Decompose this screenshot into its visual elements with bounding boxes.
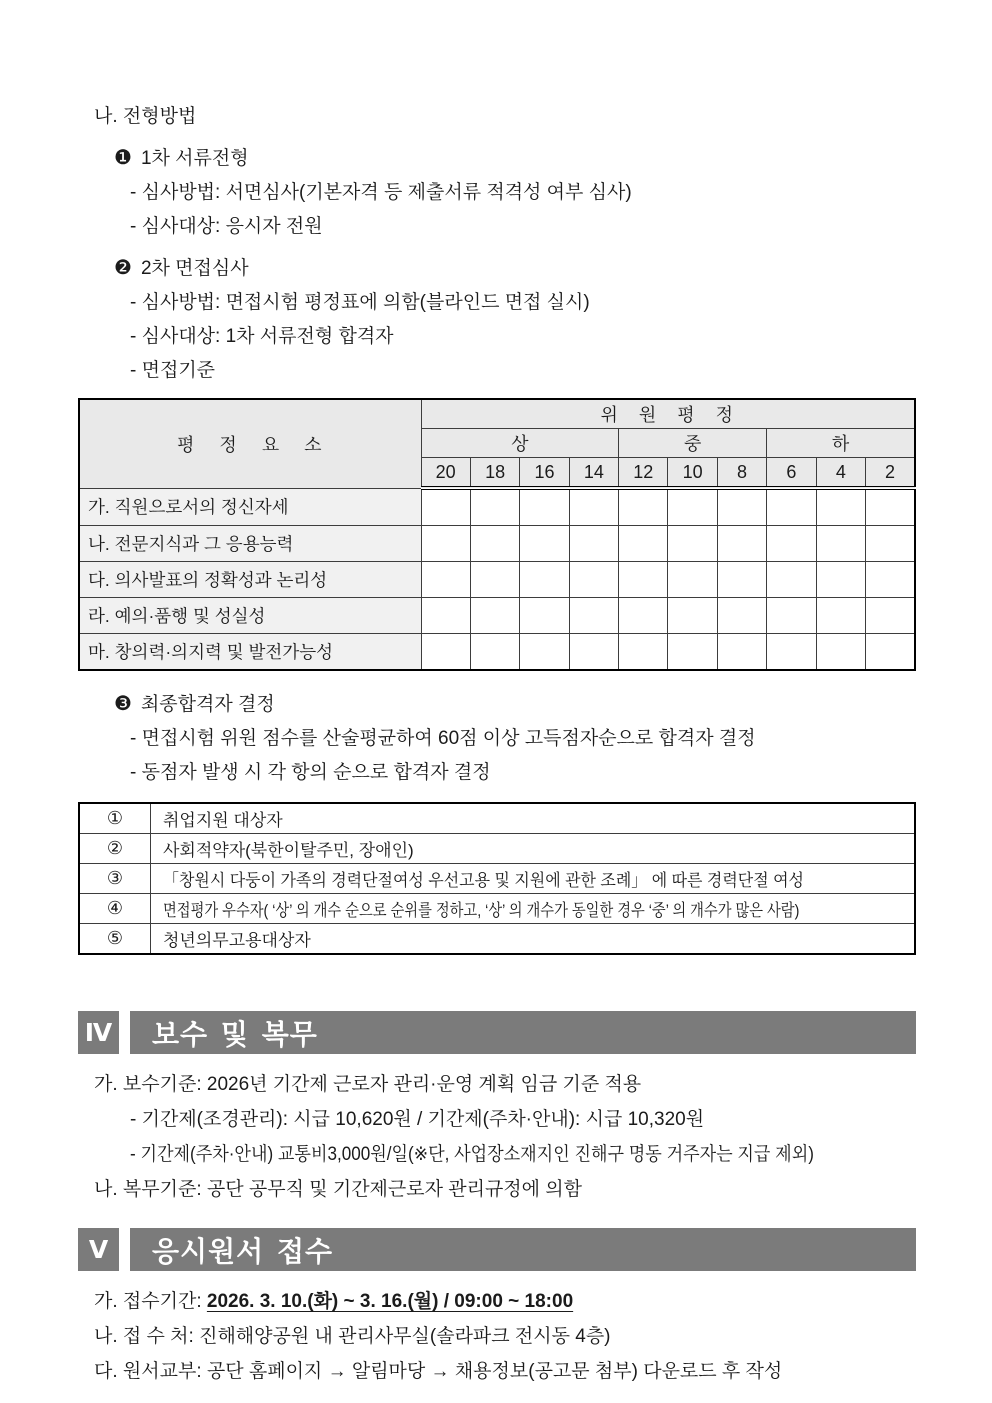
text-line: 나. 접 수 처: 진해해양공원 내 관리사무실(솔라파크 전시동 4층)	[94, 1326, 611, 1347]
tiebreak-text-inner: 면접평가 우수자( ‘상’ 의 개수 순으로 순위를 정하고, ‘상’ 의 개수가 동일한 경우 ‘중’ 의 개수가 많은 사람)	[163, 901, 800, 920]
line-text: - 기간제(주차·안내) 교통비3,000원/일(※단, 사업장소재지인 진해구 명동 거주자는 지급 제외)	[130, 1144, 814, 1165]
rating-committee-header: 위 원 평 정	[421, 399, 915, 429]
step-marker: ❶	[114, 147, 132, 169]
score-cell	[619, 562, 668, 598]
score-cell	[866, 488, 915, 526]
step-title	[78, 141, 916, 176]
rating-band-cell: 하	[767, 429, 915, 458]
score-cell	[470, 598, 519, 634]
text-line: 나. 복무기준: 공단 공무직 및 기간제근로자 관리규정에 의함	[94, 1179, 583, 1200]
criteria-cell: 나. 전문지식과 그 응용능력	[79, 526, 421, 562]
score-cell	[866, 598, 915, 634]
step-item: - 심사대상: 1차 서류전형 합격자	[130, 326, 394, 347]
rating-row	[79, 598, 915, 634]
text-line: - 기간제(조경관리): 시급 10,620원 / 기간제(주차·안내): 시급 10,320원	[130, 1109, 705, 1130]
tiebreak-table	[78, 802, 916, 955]
section-4-numeral: Ⅳ	[78, 1011, 119, 1054]
score-cell	[767, 526, 816, 562]
step-title-text: 2차 면접심사	[140, 258, 249, 279]
score-cell	[717, 634, 766, 671]
line-prefix: 가. 접수기간:	[94, 1291, 207, 1312]
step-title	[78, 251, 916, 286]
rating-table-head	[79, 399, 915, 488]
rating-score-header-cell: 10	[668, 458, 717, 489]
score-cell	[520, 488, 569, 526]
score-cell	[767, 488, 816, 526]
section-5-lines	[78, 1284, 916, 1389]
document-content	[78, 100, 916, 1389]
score-cell	[767, 598, 816, 634]
rating-score-header-cell: 4	[816, 458, 865, 489]
score-cell	[668, 598, 717, 634]
score-cell	[569, 526, 618, 562]
score-cell	[520, 526, 569, 562]
score-cell	[816, 562, 865, 598]
rating-score-header-cell: 18	[470, 458, 519, 489]
tiebreak-row	[79, 924, 915, 955]
score-cell	[816, 634, 865, 671]
score-cell	[668, 488, 717, 526]
rating-score-header-cell: 14	[569, 458, 618, 489]
underlined-date: 2026. 3. 10.(화) ~ 3. 16.(월) / 09:00 ~ 18:00	[206, 1291, 574, 1312]
tiebreak-row	[79, 834, 915, 864]
rating-row	[79, 634, 915, 671]
selection-steps	[78, 141, 916, 388]
score-cell	[470, 634, 519, 671]
score-cell	[569, 488, 618, 526]
score-cell	[668, 562, 717, 598]
score-cell	[866, 634, 915, 671]
criteria-cell: 가. 직원으로서의 정신자세	[79, 488, 421, 526]
tiebreak-row	[79, 864, 915, 894]
section-5-title: 응시원서 접수	[130, 1228, 916, 1271]
rating-row	[79, 562, 915, 598]
score-cell	[816, 488, 865, 526]
criteria-cell: 다. 의사발표의 정확성과 논리성	[79, 562, 421, 598]
score-cell	[668, 634, 717, 671]
score-cell	[816, 526, 865, 562]
tiebreak-text	[151, 803, 916, 834]
rating-table-body	[79, 488, 915, 670]
score-cell	[421, 526, 470, 562]
rating-score-header-cell: 12	[619, 458, 668, 489]
score-cell	[717, 598, 766, 634]
tiebreak-row	[79, 894, 915, 924]
step-marker: ❸	[114, 693, 132, 715]
score-cell	[569, 634, 618, 671]
text-line: 가. 보수기준: 2026년 기간제 근로자 관리·운영 계획 임금 기준 적용	[94, 1074, 642, 1095]
tiebreak-text-inner: 「창원시 다둥이 가족의 경력단절여성 우선고용 및 지원에 관한 조례」 에 따른 경력단절 여성	[163, 871, 804, 890]
text-line	[78, 1137, 916, 1172]
rating-row	[79, 526, 915, 562]
score-cell	[866, 562, 915, 598]
rating-score-header-cell: 16	[520, 458, 569, 489]
rating-band-cell: 상	[421, 429, 619, 458]
tiebreak-text	[151, 864, 916, 894]
text-line	[78, 1284, 916, 1319]
step-title-text: 최종합격자 결정	[140, 694, 275, 715]
section-4-header	[78, 1011, 916, 1054]
score-cell	[470, 488, 519, 526]
score-cell	[421, 488, 470, 526]
section-5-header	[78, 1228, 916, 1271]
interview-rating-table	[78, 398, 916, 671]
tiebreak-text-inner: 사회적약자(북한이탈주민, 장애인)	[163, 841, 414, 860]
score-cell	[619, 598, 668, 634]
rating-score-header-cell: 2	[866, 458, 915, 489]
criteria-cell: 라. 예의·품행 및 성실성	[79, 598, 421, 634]
score-cell	[767, 562, 816, 598]
tiebreak-number: ①	[79, 803, 151, 834]
score-cell	[520, 634, 569, 671]
tiebreak-number: ④	[79, 894, 151, 924]
text-line: 다. 원서교부: 공단 홈페이지 → 알림마당 → 채용정보(공고문 첨부) 다운로드 후 작성	[94, 1361, 783, 1382]
score-cell	[668, 526, 717, 562]
step-item: - 심사방법: 면접시험 평정표에 의함(블라인드 면접 실시)	[130, 292, 590, 313]
step-item: - 동점자 발생 시 각 항의 순으로 합격자 결정	[130, 762, 491, 783]
rating-score-header-cell: 20	[421, 458, 470, 489]
rating-criteria-header: 평 정 요 소	[79, 399, 421, 488]
tiebreak-text	[151, 894, 916, 924]
score-cell	[520, 562, 569, 598]
step-item: - 심사방법: 서면심사(기본자격 등 제출서류 적격성 여부 심사)	[130, 182, 632, 203]
tiebreak-text-inner: 취업지원 대상자	[163, 811, 283, 830]
rating-band-cell: 중	[619, 429, 767, 458]
score-cell	[619, 488, 668, 526]
score-cell	[717, 562, 766, 598]
score-cell	[866, 526, 915, 562]
tiebreak-number: ②	[79, 834, 151, 864]
score-cell	[569, 562, 618, 598]
step-marker: ❷	[114, 257, 132, 279]
tiebreak-text-inner: 청년의무고용대상자	[163, 931, 311, 950]
section-5-numeral: Ⅴ	[78, 1228, 119, 1271]
score-cell	[421, 634, 470, 671]
rating-score-header-cell: 8	[717, 458, 766, 489]
section-4-lines	[78, 1067, 916, 1207]
tiebreak-text	[151, 924, 916, 955]
tiebreak-number: ⑤	[79, 924, 151, 955]
score-cell	[421, 598, 470, 634]
section-4-title: 보수 및 복무	[130, 1011, 916, 1054]
score-cell	[816, 598, 865, 634]
step-item: - 면접시험 위원 점수를 산술평균하여 60점 이상 고득점자순으로 합격자 결정	[130, 728, 756, 749]
score-cell	[470, 562, 519, 598]
score-cell	[421, 562, 470, 598]
final-step	[78, 687, 916, 790]
score-cell	[619, 634, 668, 671]
criteria-cell: 마. 창의력·의지력 및 발전가능성	[79, 634, 421, 671]
rating-row	[79, 488, 915, 526]
step-item: - 심사대상: 응시자 전원	[130, 216, 323, 237]
step-title	[78, 687, 916, 722]
score-cell	[717, 488, 766, 526]
score-cell	[520, 598, 569, 634]
tiebreak-body	[79, 803, 915, 954]
score-cell	[717, 526, 766, 562]
tiebreak-text	[151, 834, 916, 864]
selection-heading: 나. 전형방법	[94, 106, 197, 127]
score-cell	[767, 634, 816, 671]
score-cell	[470, 526, 519, 562]
rating-score-header-cell: 6	[767, 458, 816, 489]
step-title-text: 1차 서류전형	[140, 148, 249, 169]
score-cell	[569, 598, 618, 634]
score-cell	[619, 526, 668, 562]
step-item: - 면접기준	[130, 360, 216, 381]
tiebreak-row	[79, 803, 915, 834]
tiebreak-number: ③	[79, 864, 151, 894]
